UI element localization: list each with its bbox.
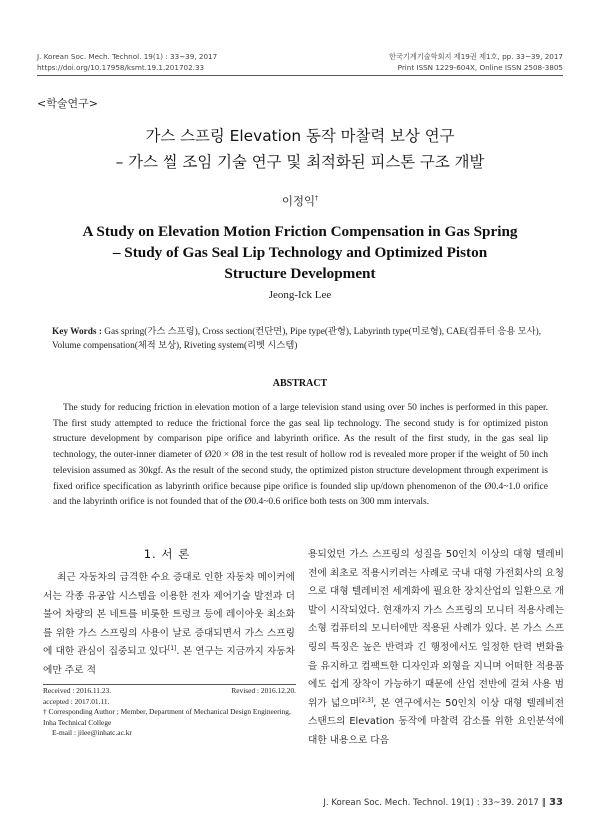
corresponding-author-info: † Corresponding Author ; Member, Department of Mechanical Design Engineering, Inha Technical College: [43, 707, 291, 727]
intro-paragraph-start: 최근 자동차의 급격한 수요 증대로 인한 자동차 메이커에서는 각종 유공압 시스템을 이용한 전자 제어기술 발전과 더불어 차량의 본 네트를 비롯한 트렁크 등에 레이아웃 최소화를 위한 가스 스프링의 사용이 날로 증대되면서 가스 스프링에 대한 관심이 집중되고 있다: [43, 572, 295, 658]
email[interactable]: E-mail : jilee@inhatc.ac.kr: [52, 728, 132, 737]
footnote-divider: [43, 684, 296, 685]
english-title-line1: A Study on Elevation Motion Friction Compensation in Gas Spring: [82, 223, 518, 240]
doi-link[interactable]: https://doi.org/10.17958/ksmt.19.1.201702.33: [37, 63, 205, 72]
keywords-text: Gas spring(가스 스프링), Cross section(컨단면), Pipe type(관형), Labyrinth type(미로형), CAE(컴퓨터 응용 모사), Volume compensation(체적 보상), Riveting system(리벳 시스템): [52, 327, 542, 351]
keywords: [52, 325, 552, 353]
revised-date: Revised : 2016.12.20.: [231, 686, 296, 695]
abstract-heading: ABSTRACT: [272, 378, 328, 389]
right-paragraph-start: 용되었던 가스 스프링의 성질을 50인치 이상의 대형 텔레비전에 최초로 적용시키려는 사례로 국내 대형 가전회사의 요청으로 대형 텔레비전 세계화에 필요한 장치산업의 일환으로 개발이 시작되었다. 현재까지 가스 스프링의 모니터 적용사례는 소형 컴퓨터의 모니터에만 적용된 사례가 있다. 본 가스 스프링의 특징은 높은 반력과 긴 행정에서도 일정한 탄력 변화율을 유지하고 컴팩트한 디자인과 외형을 지니며 어떠한 적용품에도 쉽게 장착이 가능하기 때문에 산업 전반에 걸쳐 사용 범위가 넓으며: [308, 549, 564, 709]
right-paragraph-end: , 본 연구에서는 50인치 이상 대형 텔레비전 스탠드의 Elevation 동작에 마찰력 감소를 위한 요인분석에 대한 내용으로 다음: [308, 697, 564, 746]
journal-citation-korean: 한국기계기술학회지 제19권 제1호, pp. 33~39, 2017: [389, 52, 563, 61]
citation-ref[interactable]: [2,3]: [359, 696, 374, 704]
page-footer: [323, 797, 563, 808]
journal-citation: J. Korean Soc. Mech. Technol. 19(1) : 33~39, 2017: [37, 52, 218, 61]
korean-author-name: 이정익: [281, 194, 316, 208]
abstract-text: The study for reducing friction in elevation motion of a large television stand using over 50 inches is performed in this paper. The first study attempted to reduce the frictional force the gas seal lip technology. The second study is for optimized piston structure development by comparison pipe orifice and labyrinth orifice. As the result of the first study, in the gas seal lip technology, the outer-inner diameter of Ø20 × Ø8 in the test result of hollow rod is revealed more proper if the weight of 50 inch television assumed as 30kgf. As the result of the second study, the optimized piston structure development through experiment is fixed orifice specification as labyrinth orifice because pipe orifice is founded slip up/down phenomenon of the Ø0.4~1.0 orifice and the labyrinth orifice is not founded that of the Ø0.4~0.6 orifice both tests on 300 mm intervals.: [53, 403, 548, 508]
right-column-text: [308, 546, 564, 751]
footnote: [43, 686, 296, 739]
corresponding-author-mark: †: [315, 195, 319, 203]
left-column-text: [43, 569, 295, 681]
running-header-left: [37, 51, 217, 73]
running-header-right: [389, 51, 563, 73]
accepted-date: accepted : 2017.01.11.: [43, 696, 110, 706]
header-divider: [37, 75, 563, 76]
footer-separator: ‖: [541, 798, 547, 808]
english-title-line3: Structure Development: [224, 265, 376, 282]
article-category: <학술연구>: [37, 97, 98, 110]
page-number: 33: [549, 797, 563, 808]
issn-info: Print ISSN 1229-604X, Online ISSN 2508-3805: [397, 63, 563, 72]
footer-journal: J. Korean Soc. Mech. Technol. 19(1) : 33~39. 2017: [323, 798, 539, 808]
intro-paragraph-continue: . 본 연구는 지금까지 자동차에만 주로 적: [43, 646, 295, 676]
korean-title-line2: – 가스 씰 조임 기술 연구 및 최적화된 피스톤 구조 개발: [115, 153, 485, 171]
english-author: Jeong-Ick Lee: [268, 289, 332, 301]
section-title: 1. 서 론: [143, 547, 191, 561]
keywords-label: Key Words :: [52, 327, 102, 337]
korean-title-line1: 가스 스프링 Elevation 동작 마찰력 보상 연구: [145, 127, 455, 145]
received-date: Received : 2016.11.23.: [43, 686, 112, 695]
korean-author: [0, 193, 600, 209]
citation-ref[interactable]: [1]: [167, 645, 177, 653]
english-title-line2: – Study of Gas Seal Lip Technology and Optimized Piston: [112, 244, 488, 261]
